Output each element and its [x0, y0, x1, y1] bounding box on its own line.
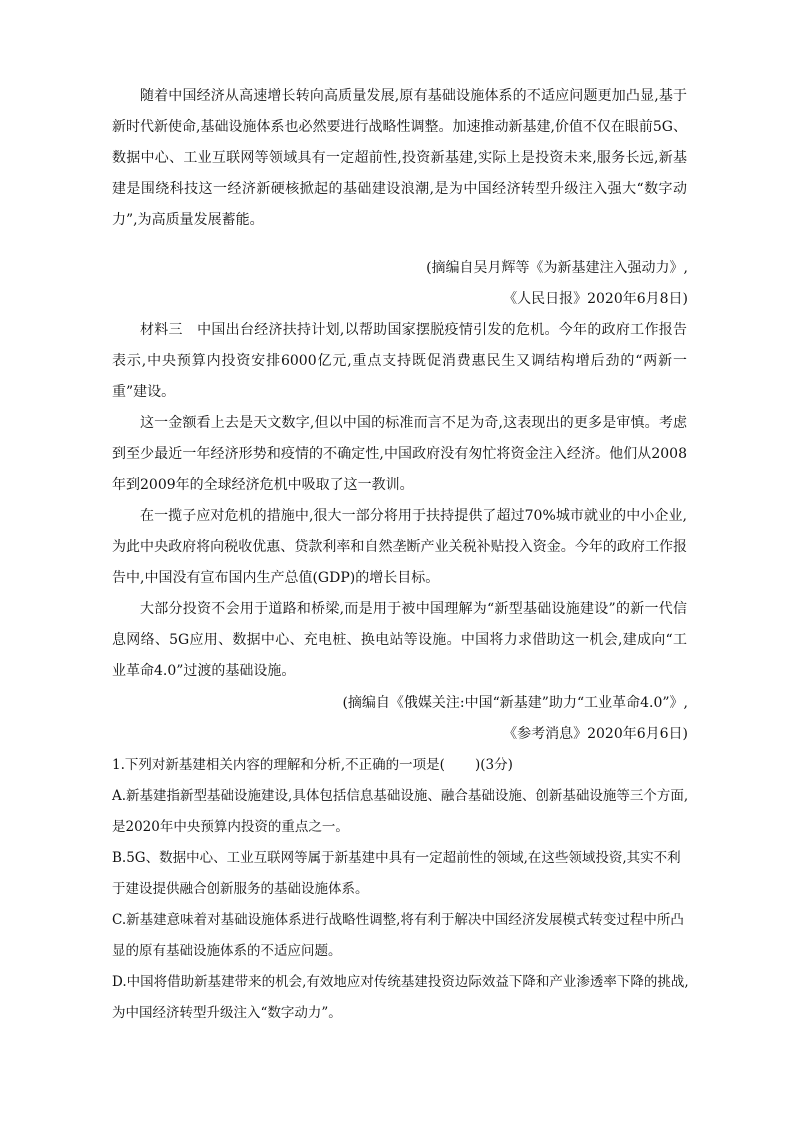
- source-citation-line: (摘编自《俄媒关注:中国“新基建”助力“工业革命4.0”》,: [342, 695, 688, 711]
- question-option-c: C.新基建意味着对基础设施体系进行战略性调整,将有利于解决中国经济发展模式转变过程中所凸显的原有基础设施体系的不适应问题。: [112, 912, 684, 959]
- question-option-d: D.中国将借助新基建带来的机会,有效地应对传统基建投资边际效益下降和产业渗透率下降的挑战,为中国经济转型升级注入“数字动力”。: [112, 974, 689, 1021]
- paragraph-measures: 在一揽子应对危机的措施中,很大一部分将用于扶持提供了超过70%城市就业的中小企业,为此中央政府将向税收优惠、贷款利率和自然垄断产业关税补贴投入资金。今年的政府工作报告中,中国没有宣布国内生产总值(GDP)的增长目标。: [112, 508, 687, 586]
- source-citation-line: (摘编自吴月辉等《为新基建注入强动力》,: [426, 260, 688, 276]
- question-option-a: A.新基建指新型基础设施建设,具体包括信息基础设施、融合基础设施、创新基础设施等三个方面,是2020年中央预算内投资的重点之一。: [112, 788, 689, 835]
- source-citation-line: 《参考消息》2020年6月6日): [503, 726, 688, 742]
- paragraph-investment: 大部分投资不会用于道路和桥梁,而是用于被中国理解为“新型基础设施建设”的新一代信息网络、5G应用、数据中心、充电桩、换电站等设施。中国将力求借助这一机会,建成向“工业革命4.0”过渡的基础设施。: [112, 601, 687, 679]
- source-citation-line: 《人民日报》2020年6月8日): [503, 291, 688, 307]
- paragraph-new-infrastructure: 随着中国经济从高速增长转向高质量发展,原有基础设施体系的不适应问题更加凸显,基于新时代新使命,基础设施体系也必然要进行战略性调整。加速推动新基建,价值不仅在眼前5G、数据中心、工业互联网等领域具有一定超前性,投资新基建,实际上是投资未来,服务长远,新基建是围绕科技这一经济新硬核掀起的基础建设浪潮,是为中国经济转型升级注入强大“数字动力”,为高质量发展蓄能。: [112, 88, 687, 228]
- paragraph-amount: 这一金额看上去是天文数字,但以中国的标准而言不足为奇,这表现出的更多是审慎。考虑到至少最近一年经济形势和疫情的不确定性,中国政府没有匆忙将资金注入经济。他们从2008年到2009年的全球经济危机中吸取了这一教训。: [112, 415, 687, 493]
- paragraph-material-three: 材料三 中国出台经济扶持计划,以帮助国家摆脱疫情引发的危机。今年的政府工作报告表示,中央预算内投资安排6000亿元,重点支持既促消费惠民生又调结构增后劲的“两新一重”建设。: [112, 322, 687, 400]
- question-stem: 1.下列对新基建相关内容的理解和分析,不正确的一项是( )(3分): [112, 757, 513, 773]
- question-option-b: B.5G、数据中心、工业互联网等属于新基建中具有一定超前性的领域,在这些领域投资,其实不利于建设提供融合创新服务的基础设施体系。: [112, 850, 681, 897]
